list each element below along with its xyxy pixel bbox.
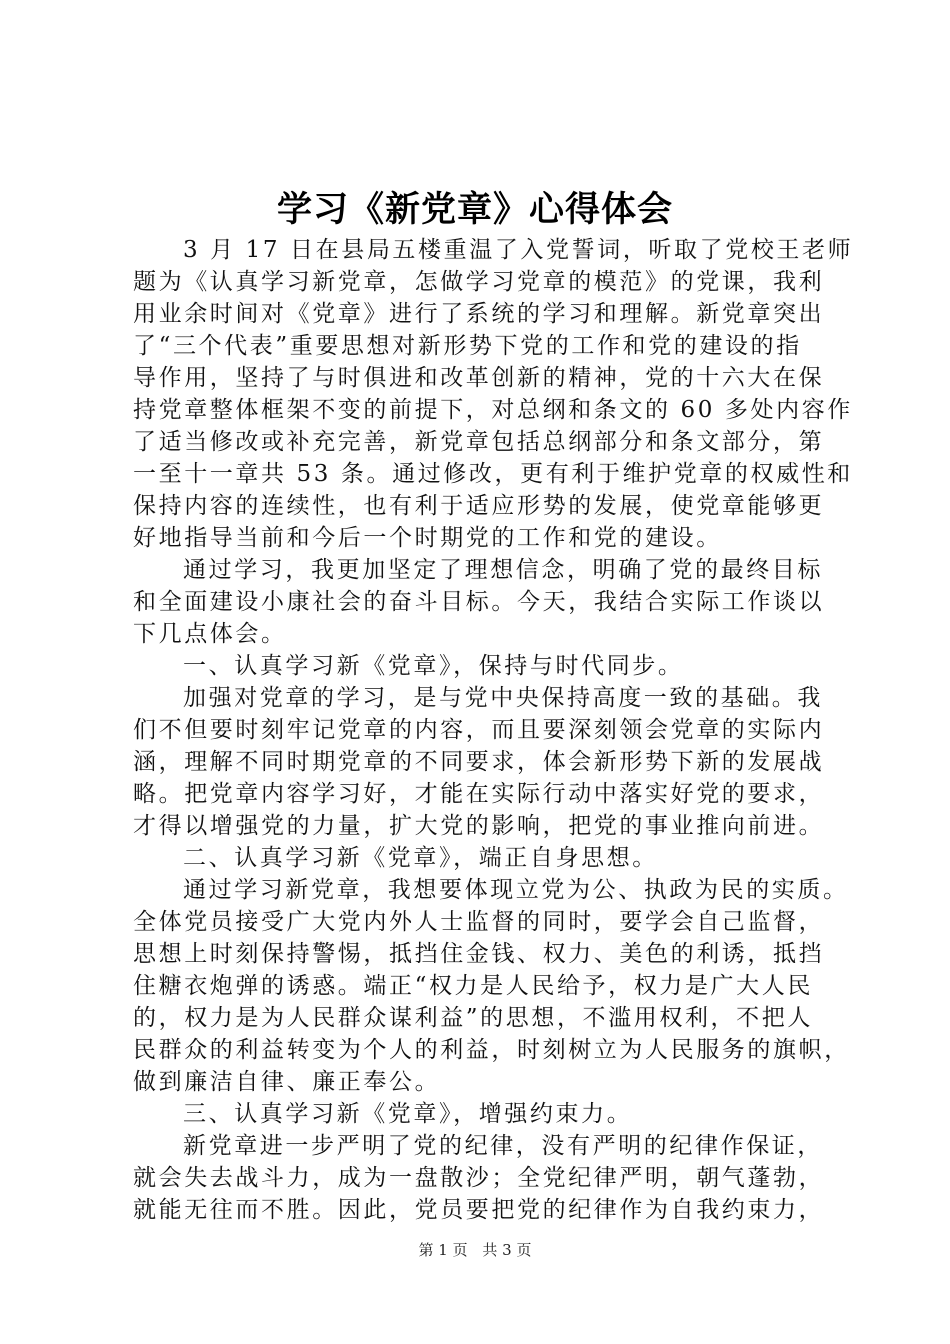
text-line: 一、认真学习新《党章》，保持与时代同步。	[183, 653, 684, 679]
text-line: 新党章进一步严明了党的纪律，没有严明的纪律作保证，	[183, 1133, 823, 1159]
document-title: 学习《新党章》心得体会	[276, 189, 673, 230]
text-line: 和全面建设小康社会的奋斗目标。今天，我结合实际工作谈以	[133, 589, 825, 615]
text-line: 好地指导当前和今后一个时期党的工作和党的建设。	[133, 525, 722, 551]
text-line: 导作用，坚持了与时俱进和改革创新的精神，党的十六大在保	[133, 365, 825, 391]
text-line: 一至十一章共 53 条。通过修改，更有利于维护党章的权威性和	[133, 461, 853, 487]
text-line: 思想上时刻保持警惕，抵挡住金钱、权力、美色的利诱，抵挡	[133, 941, 825, 967]
text-line: 了适当修改或补充完善，新党章包括总纲部分和条文部分，第	[133, 429, 825, 455]
text-line: 加强对党章的学习，是与党中央保持高度一致的基础。我	[183, 685, 823, 711]
text-line: 全体党员接受广大党内外人士监督的同时，要学会自己监督，	[133, 909, 825, 935]
text-line: 二、认真学习新《党章》，端正自身思想。	[183, 845, 658, 871]
text-line: 的，权力是为人民群众谋利益”的思想，不滥用权利，不把人	[133, 1005, 813, 1031]
text-line: 做到廉洁自律、廉正奉公。	[133, 1069, 441, 1095]
text-line: 持党章整体框架不变的前提下，对总纲和条文的 60 多处内容作	[133, 397, 853, 423]
text-line: 保持内容的连续性，也有利于适应形势的发展，使党章能够更	[133, 493, 825, 519]
text-line: 就会失去战斗力，成为一盘散沙；全党纪律严明，朝气蓬勃，	[133, 1165, 825, 1191]
text-line: 民群众的利益转变为个人的利益，时刻树立为人民服务的旗帜，	[133, 1037, 850, 1063]
text-line: 下几点体会。	[133, 621, 287, 647]
text-line: 涵，理解不同时期党章的不同要求，体会新形势下新的发展战	[133, 749, 825, 775]
text-line: 住糖衣炮弹的诱惑。端正“权力是人民给予，权力是广大人民	[133, 973, 813, 999]
text-line: 略。把党章内容学习好，才能在实际行动中落实好党的要求，	[133, 781, 825, 807]
text-line: 通过学习，我更加坚定了理想信念，明确了党的最终目标	[183, 557, 823, 583]
document-body	[133, 234, 853, 1226]
page-number-total: 共 3 页	[482, 1241, 532, 1259]
text-line: 就能无往而不胜。因此，党员要把党的纪律作为自我约束力，	[133, 1197, 825, 1223]
text-line: 才得以增强党的力量，扩大党的影响，把党的事业推向前进。	[133, 813, 825, 839]
text-line: 们不但要时刻牢记党章的内容，而且要深刻领会党章的实际内	[133, 717, 825, 743]
text-line: 了“三个代表”重要思想对新形势下党的工作和党的建设的指	[133, 333, 802, 359]
text-line: 通过学习新党章，我想要体现立党为公、执政为民的实质。	[183, 877, 849, 903]
text-line: 三、认真学习新《党章》，增强约束力。	[183, 1101, 633, 1127]
text-line: 用业余时间对《党章》进行了系统的学习和理解。新党章突出	[133, 301, 825, 327]
text-line: 3 月 17 日在县局五楼重温了入党誓词，听取了党校王老师	[183, 237, 854, 263]
text-line: 题为《认真学习新党章，怎做学习党章的模范》的党课，我利	[133, 269, 825, 295]
page-footer	[0, 1240, 950, 1260]
page-number-current: 第 1 页	[418, 1241, 468, 1259]
